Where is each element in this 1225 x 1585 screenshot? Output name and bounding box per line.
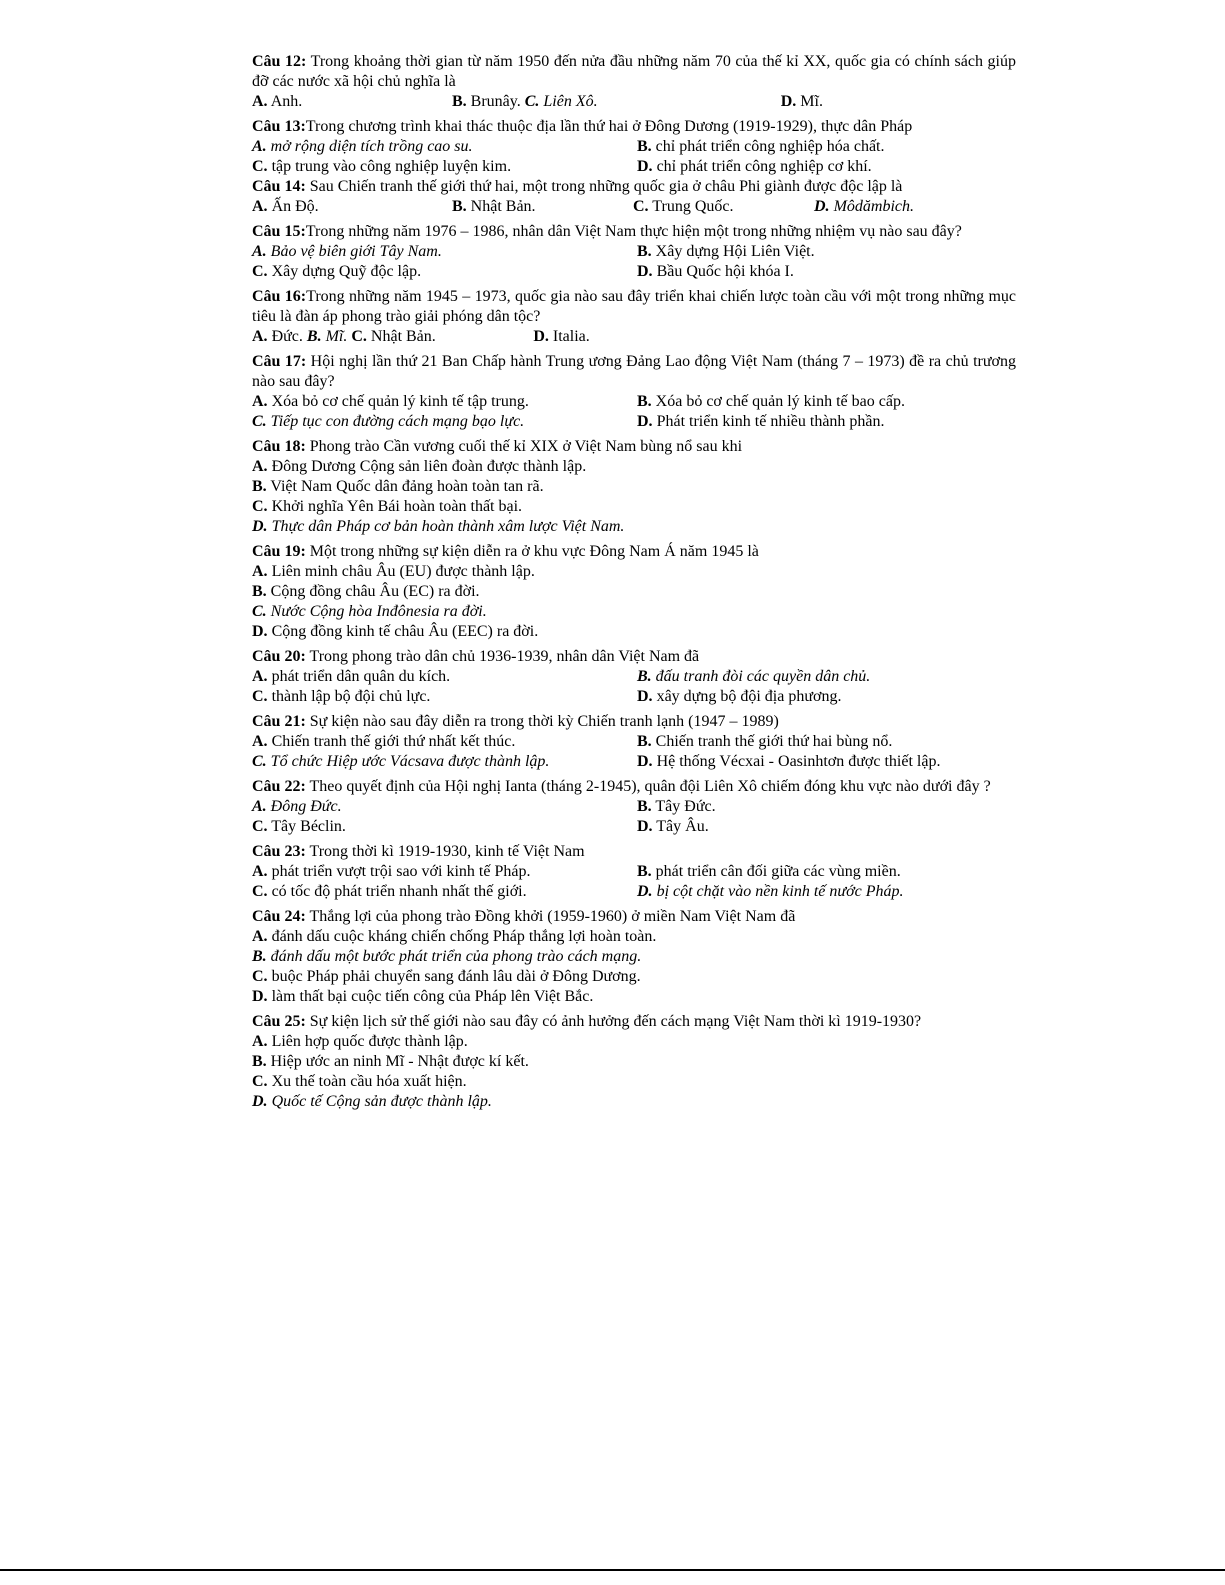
option-b: B. Chiến tranh thế giới thứ hai bùng nổ. [637, 733, 893, 750]
option-b: B. Brunây. [452, 93, 521, 110]
question-20 [252, 647, 1016, 707]
option-b: B. chỉ phát triển công nghiệp hóa chất. [637, 138, 885, 155]
option-c: C. Tây Béclin. [252, 818, 346, 835]
question-stem: Trong những năm 1945 – 1973, quốc gia nào sau đây triển khai chiến lược toàn cầu với một trong những mục tiêu là đàn áp phong trào giải phóng dân tộc? [252, 288, 1017, 325]
option-d: D. Môdămbich. [814, 198, 914, 215]
option-b: B. Mĩ. [306, 328, 348, 345]
question-24 [252, 907, 1016, 1007]
option-a: A. Ấn Độ. [252, 198, 319, 215]
option-b: B. Việt Nam Quốc dân đảng hoàn toàn tan rã. [252, 478, 544, 495]
option-c: C. Liên Xô. [524, 93, 598, 110]
question-stem: Sự kiện nào sau đây diễn ra trong thời kỳ Chiến tranh lạnh (1947 – 1989) [309, 713, 779, 730]
option-b: B. đánh dấu một bước phát triển của phong trào cách mạng. [252, 948, 642, 965]
option-a: A. Đức. [252, 328, 303, 345]
option-c: C. tập trung vào công nghiệp luyện kim. [252, 158, 512, 175]
option-b: B. phát triển cân đối giữa các vùng miền. [637, 863, 901, 880]
option-a: A. Anh. [252, 93, 303, 110]
option-b: B. Hiệp ước an ninh Mĩ - Nhật được kí kết. [252, 1053, 529, 1070]
question-stem: Một trong những sự kiện diễn ra ở khu vực Đông Nam Á năm 1945 là [309, 543, 759, 560]
question-15 [252, 222, 1016, 282]
question-number: Câu 22: [252, 778, 306, 795]
question-21 [252, 712, 1016, 772]
option-c: C. Xu thế toàn cầu hóa xuất hiện. [252, 1073, 467, 1090]
question-number: Câu 17: [252, 353, 307, 370]
option-c: C. Tổ chức Hiệp ước Vácsava được thành lập. [252, 753, 550, 770]
question-number: Câu 14: [252, 178, 306, 195]
question-23 [252, 842, 1016, 902]
question-number: Câu 20: [252, 648, 306, 665]
option-a: A. Xóa bỏ cơ chế quản lý kinh tế tập trung. [252, 393, 529, 410]
question-25 [252, 1012, 1016, 1112]
question-number: Câu 21: [252, 713, 306, 730]
option-c: C. Nhật Bản. [351, 328, 436, 345]
question-stem: Trong chương trình khai thác thuộc địa lần thứ hai ở Đông Dương (1919-1929), thực dân Pháp [305, 118, 913, 135]
exam-page [252, 52, 1016, 1117]
option-b: B. Nhật Bản. [452, 198, 536, 215]
option-d: D. Thực dân Pháp cơ bản hoàn thành xâm lược Việt Nam. [252, 518, 625, 535]
option-d: D. Quốc tế Cộng sản được thành lập. [252, 1093, 492, 1110]
option-a: A. Liên minh châu Âu (EU) được thành lập. [252, 563, 535, 580]
option-c: C. buộc Pháp phải chuyển sang đánh lâu dài ở Đông Dương. [252, 968, 641, 985]
option-b: B. đấu tranh đòi các quyền dân chủ. [637, 668, 871, 685]
option-b: B. Xây dựng Hội Liên Việt. [637, 243, 815, 260]
option-d: D. Italia. [533, 328, 590, 345]
option-a: A. Bảo vệ biên giới Tây Nam. [252, 243, 442, 260]
question-19 [252, 542, 1016, 642]
option-d: D. Tây Âu. [637, 818, 709, 835]
option-c: C. Xây dựng Quỹ độc lập. [252, 263, 422, 280]
option-c: C. Khởi nghĩa Yên Bái hoàn toàn thất bại. [252, 498, 523, 515]
option-a: A. Chiến tranh thế giới thứ nhất kết thúc. [252, 733, 516, 750]
question-18 [252, 437, 1016, 537]
question-number: Câu 13: [252, 118, 306, 135]
option-d: D. bị cột chặt vào nền kinh tế nước Pháp. [637, 883, 904, 900]
option-d: D. Cộng đồng kinh tế châu Âu (EEC) ra đời. [252, 623, 539, 640]
question-stem: Trong thời kì 1919-1930, kinh tế Việt Nam [309, 843, 585, 860]
question-14 [252, 177, 1016, 217]
option-c: C. Trung Quốc. [633, 198, 734, 215]
question-stem: Sau Chiến tranh thế giới thứ hai, một trong những quốc gia ở châu Phi giành được độc lập là [309, 178, 903, 195]
option-a: A. đánh dấu cuộc kháng chiến chống Pháp thắng lợi hoàn toàn. [252, 928, 657, 945]
option-a: A. phát triển vượt trội sao với kinh tế Pháp. [252, 863, 531, 880]
question-16 [252, 287, 1016, 347]
option-b: B. Tây Đức. [637, 798, 716, 815]
option-b: B. Xóa bỏ cơ chế quản lý kinh tế bao cấp. [637, 393, 905, 410]
option-d: D. Phát triển kinh tế nhiều thành phần. [637, 413, 885, 430]
question-stem: Thắng lợi của phong trào Đồng khởi (1959-1960) ở miền Nam Việt Nam đã [309, 908, 796, 925]
question-13 [252, 117, 1016, 177]
option-d: D. xây dựng bộ đội địa phương. [637, 688, 842, 705]
question-stem: Sự kiện lịch sử thế giới nào sau đây có ảnh hưởng đến cách mạng Việt Nam thời kì 1919-1930? [309, 1013, 922, 1030]
option-d: D. chỉ phát triển công nghiệp cơ khí. [637, 158, 872, 175]
option-d: D. Mĩ. [780, 93, 823, 110]
question-12 [252, 52, 1016, 112]
question-number: Câu 16: [252, 288, 307, 305]
question-number: Câu 19: [252, 543, 306, 560]
question-number: Câu 24: [252, 908, 306, 925]
question-stem: Trong những năm 1976 – 1986, nhân dân Việt Nam thực hiện một trong những nhiệm vụ nào sau đây? [305, 223, 962, 240]
option-d: D. Bầu Quốc hội khóa I. [637, 263, 794, 280]
option-d: D. làm thất bại cuộc tiến công của Pháp lên Việt Bắc. [252, 988, 594, 1005]
option-a: A. Đông Đức. [252, 798, 342, 815]
question-number: Câu 25: [252, 1013, 306, 1030]
option-c: C. Tiếp tục con đường cách mạng bạo lực. [252, 413, 525, 430]
question-stem: Trong khoảng thời gian từ năm 1950 đến nửa đầu những năm 70 của thế kỉ XX, quốc gia có chính sách giúp đỡ các nước xã hội chủ nghĩa là [252, 53, 1017, 90]
option-c: C. thành lập bộ đội chủ lực. [252, 688, 431, 705]
question-22 [252, 777, 1016, 837]
question-number: Câu 18: [252, 438, 306, 455]
option-a: A. Liên hợp quốc được thành lập. [252, 1033, 468, 1050]
question-number: Câu 15: [252, 223, 306, 240]
question-stem: Phong trào Cần vương cuối thế kỉ XIX ở Việt Nam bùng nổ sau khi [309, 438, 743, 455]
question-number: Câu 12: [252, 53, 307, 70]
page-bottom-rule [0, 1569, 1225, 1571]
question-17 [252, 352, 1016, 432]
option-c: C. có tốc độ phát triển nhanh nhất thế giới. [252, 883, 527, 900]
option-a: A. mở rộng diện tích trồng cao su. [252, 138, 473, 155]
option-a: A. phát triển dân quân du kích. [252, 668, 451, 685]
question-stem: Theo quyết định của Hội nghị Ianta (tháng 2-1945), quân đội Liên Xô chiếm đóng khu vực nào dưới đây ? [309, 778, 991, 795]
option-c: C. Nước Cộng hòa Inđônesia ra đời. [252, 603, 487, 620]
option-d: D. Hệ thống Vécxai - Oasinhtơn được thiết lập. [637, 753, 941, 770]
question-number: Câu 23: [252, 843, 306, 860]
option-a: A. Đông Dương Cộng sản liên đoàn được thành lập. [252, 458, 587, 475]
option-b: B. Cộng đồng châu Âu (EC) ra đời. [252, 583, 480, 600]
question-stem: Hội nghị lần thứ 21 Ban Chấp hành Trung ương Đảng Lao động Việt Nam (tháng 7 – 1973) đề ra chủ trương nào sau đây? [252, 353, 1017, 390]
question-stem: Trong phong trào dân chủ 1936-1939, nhân dân Việt Nam đã [309, 648, 700, 665]
